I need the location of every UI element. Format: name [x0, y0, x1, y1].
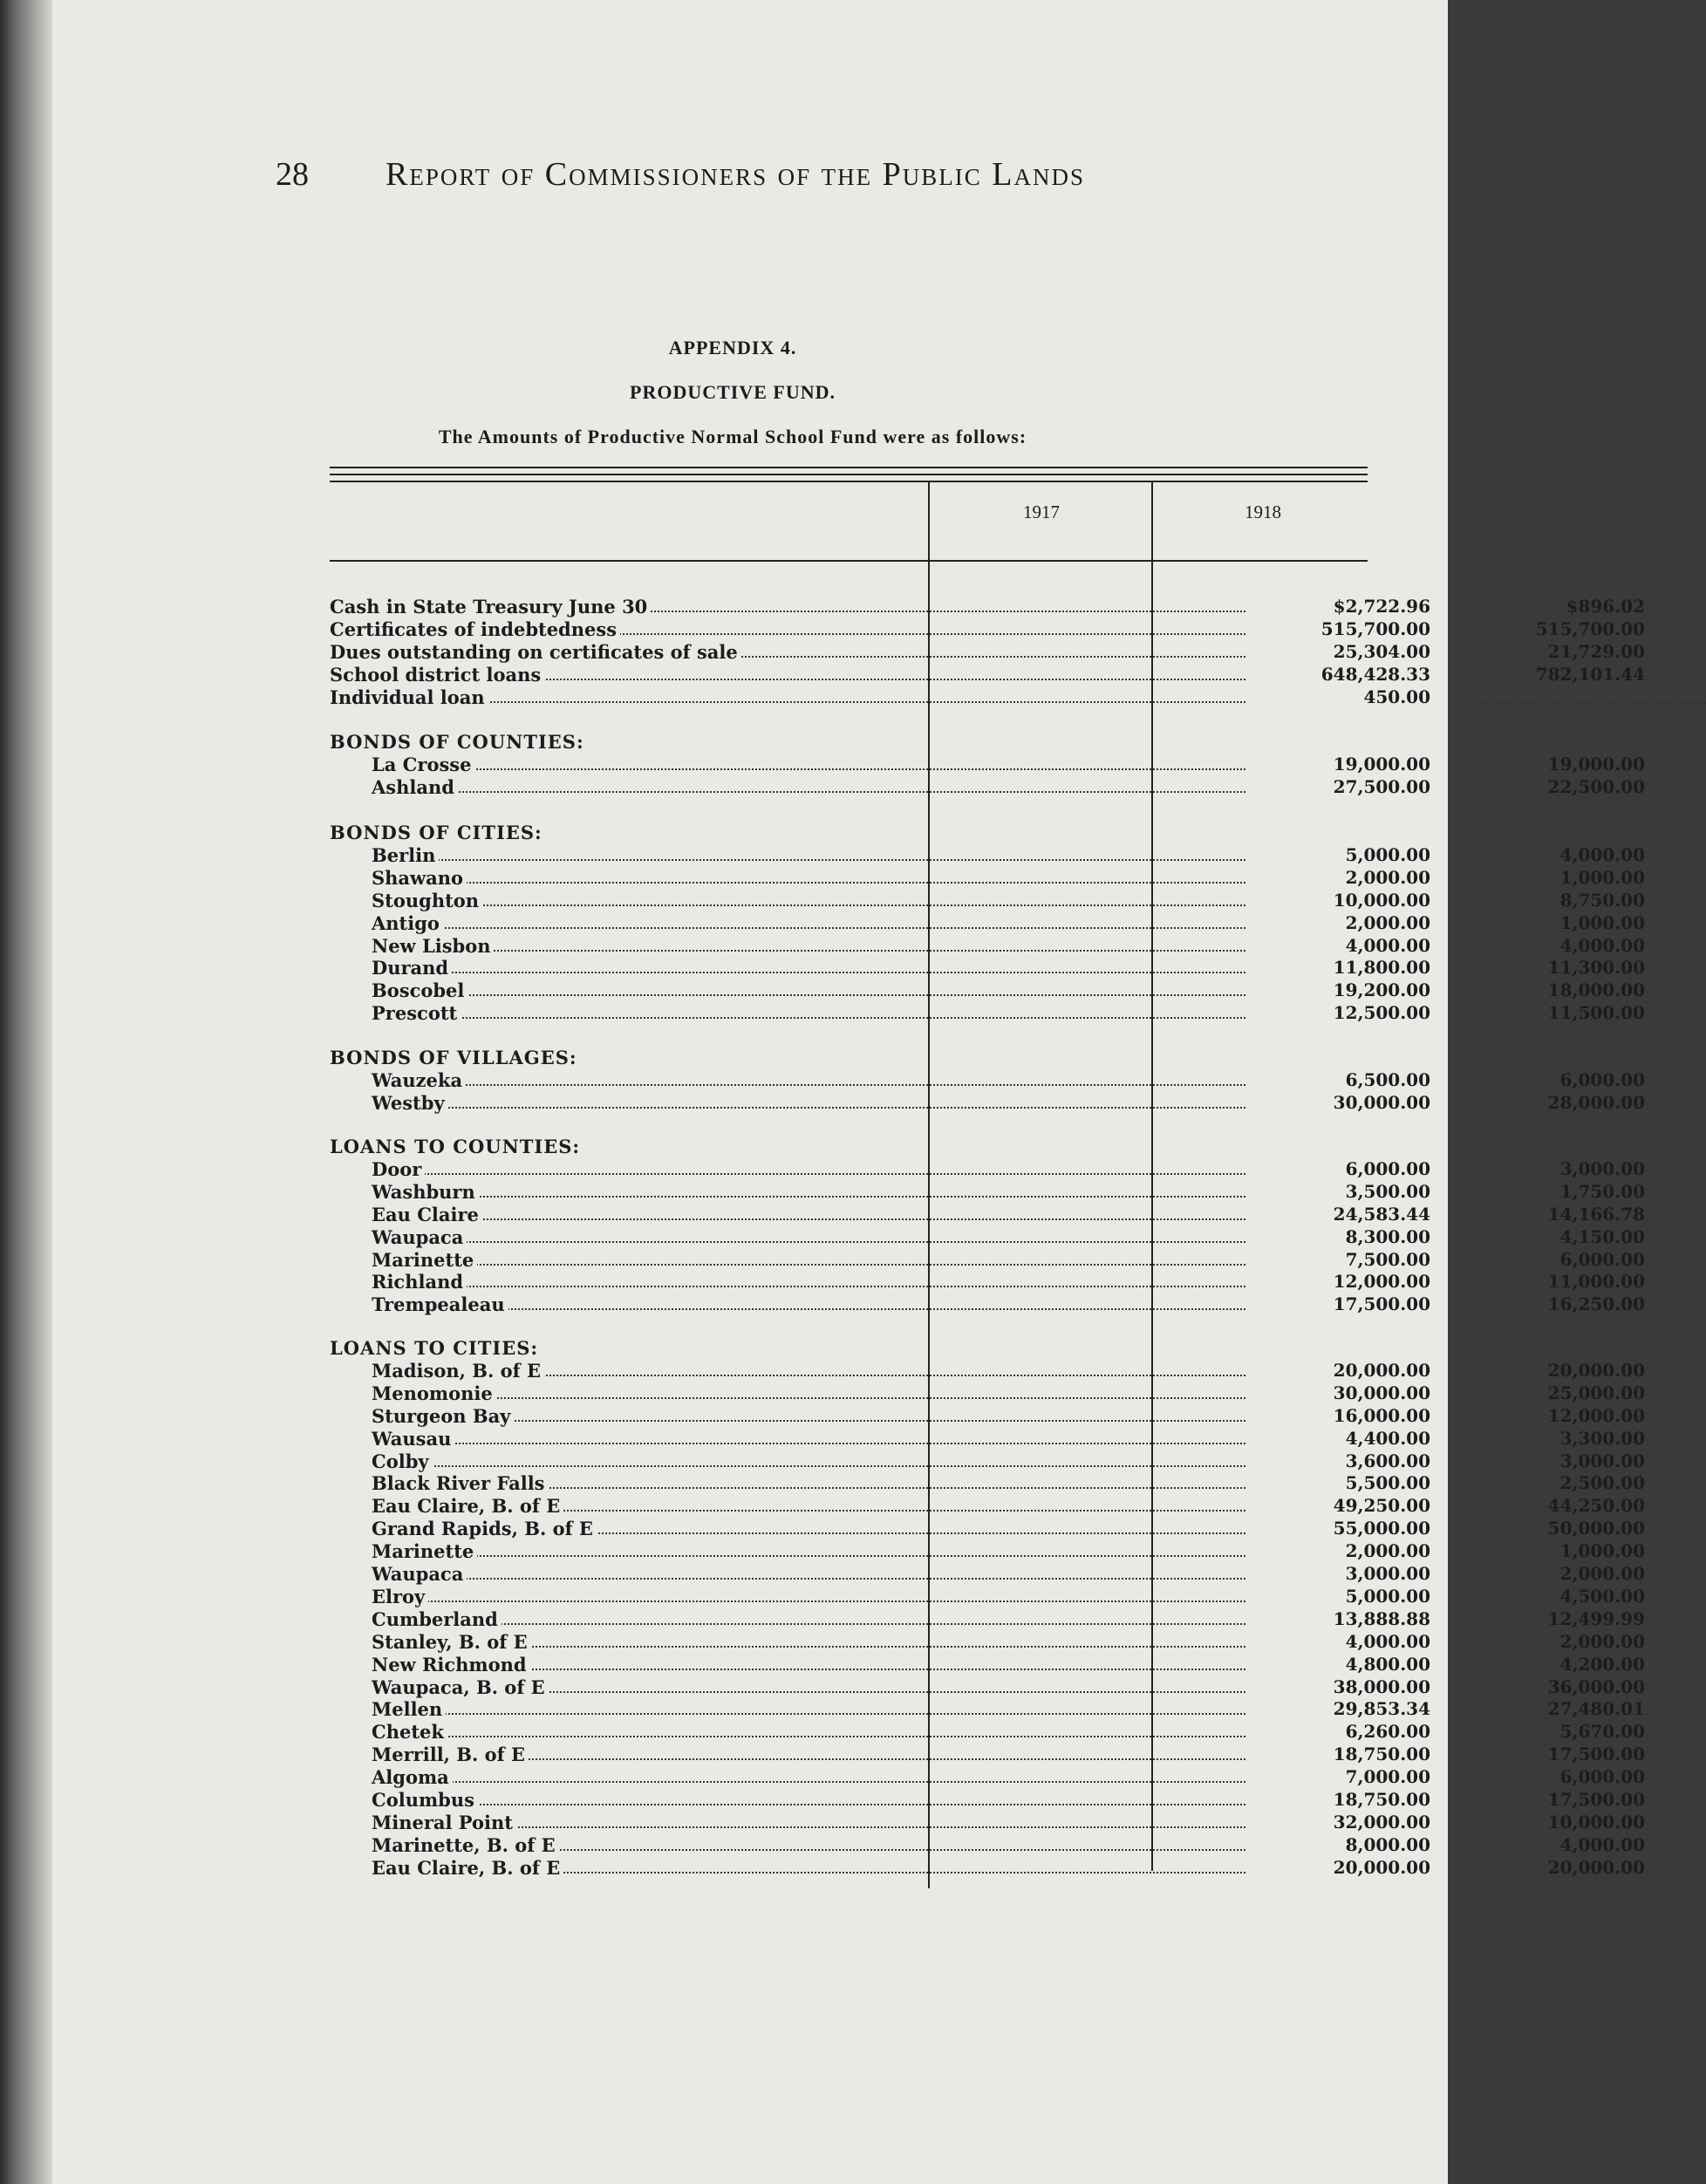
value-1918: $896.02: [1566, 596, 1645, 617]
row-label-text: Waupaca: [372, 1563, 467, 1585]
value-1918: 4,000.00: [1559, 1833, 1645, 1855]
value-1918: 782,101.44: [1535, 663, 1645, 685]
value-1917: 49,250.00: [1333, 1495, 1430, 1517]
value-1918: 6,000.00: [1559, 1766, 1645, 1788]
value-1918: 20,000.00: [1547, 1359, 1645, 1381]
row-label-text: Durand: [372, 957, 452, 979]
value-1917: 25,304.00: [1333, 640, 1430, 662]
table-row: [323, 640, 1645, 664]
row-label-text: Marinette: [372, 1249, 477, 1271]
table-row: [323, 1676, 1645, 1699]
running-title: Report of Commissioners of the Public Lands: [386, 156, 1085, 193]
value-1917: 19,000.00: [1333, 753, 1430, 775]
table-row: [323, 775, 1645, 799]
value-1917: 2,000.00: [1345, 866, 1430, 888]
table-row: [323, 889, 1645, 912]
value-1917: $2,722.96: [1333, 596, 1430, 617]
row-label-text: Waupaca: [372, 1226, 467, 1248]
table-row: [323, 1293, 1645, 1316]
row-label-text: Eau Claire, B. of E: [372, 1857, 563, 1879]
value-1917: 515,700.00: [1320, 618, 1430, 639]
value-1918: 5,670.00: [1559, 1721, 1645, 1743]
section-heading: BONDS OF VILLAGES:: [330, 1047, 577, 1068]
table-row: [323, 1091, 1645, 1115]
value-1918: 8,750.00: [1559, 889, 1645, 911]
table-row: [323, 934, 1645, 958]
value-1918: 3,000.00: [1559, 1157, 1645, 1179]
value-1917: 20,000.00: [1333, 1856, 1430, 1878]
value-1917: 5,000.00: [1345, 1585, 1430, 1607]
value-1918: 27,480.01: [1547, 1698, 1645, 1720]
value-1917: 18,750.00: [1333, 1789, 1430, 1810]
value-1917: 13,888.88: [1333, 1607, 1430, 1629]
page-edge: [0, 0, 52, 2184]
value-1918: 21,729.00: [1547, 640, 1645, 662]
value-1918: 4,000.00: [1559, 843, 1645, 865]
value-1918: 17,500.00: [1547, 1744, 1645, 1765]
table-row: [323, 1607, 1645, 1631]
row-label-text: Cumberland: [372, 1608, 502, 1630]
value-1918: 4,000.00: [1559, 934, 1645, 956]
value-1918: 2,000.00: [1559, 1563, 1645, 1584]
value-1917: 7,500.00: [1345, 1248, 1430, 1270]
value-1917: 6,500.00: [1345, 1068, 1430, 1090]
value-1917: 450.00: [1363, 686, 1430, 707]
value-1918: 10,000.00: [1547, 1811, 1645, 1833]
value-1917: 3,500.00: [1345, 1180, 1430, 1202]
value-1918: 36,000.00: [1547, 1676, 1645, 1697]
value-1918: 2,500.00: [1559, 1472, 1645, 1494]
value-1917: 20,000.00: [1333, 1359, 1430, 1381]
value-1917: 19,200.00: [1333, 979, 1430, 1001]
value-1918: 6,000.00: [1559, 1068, 1645, 1090]
table-row: [323, 957, 1645, 979]
table-row: [323, 753, 1645, 776]
row-label-text: Madison, B. of E: [372, 1360, 544, 1382]
row-label-text: Westby: [372, 1092, 448, 1114]
value-1917: 30,000.00: [1333, 1382, 1430, 1403]
row-label-text: Eau Claire: [372, 1204, 482, 1225]
page-header: [276, 155, 1270, 208]
table-row: [323, 1811, 1645, 1834]
table-row: [323, 1721, 1645, 1744]
row-label-text: Marinette, B. of E: [372, 1834, 559, 1856]
row-label-text: Trempealeau: [372, 1293, 508, 1315]
value-1918: 1,000.00: [1559, 1540, 1645, 1562]
table-row: [323, 1382, 1645, 1405]
table-row: [323, 1157, 1645, 1181]
value-1918: 2,000.00: [1559, 1630, 1645, 1652]
row-label-text: Wauzeka: [372, 1069, 466, 1091]
table-row: [323, 1068, 1645, 1092]
table-row: [323, 1856, 1645, 1880]
value-1918: 3,300.00: [1559, 1427, 1645, 1449]
value-1917: 2,000.00: [1345, 911, 1430, 933]
value-1918: 12,000.00: [1547, 1404, 1645, 1426]
value-1917: 55,000.00: [1333, 1518, 1430, 1539]
fund-title: PRODUCTIVE FUND.: [630, 381, 836, 403]
value-1917: 7,000.00: [1345, 1766, 1430, 1788]
value-1918: 1,000.00: [1559, 866, 1645, 888]
value-1917: 4,800.00: [1345, 1653, 1430, 1675]
table-row: [323, 596, 1645, 618]
value-1918: 6,000.00: [1559, 1248, 1645, 1270]
value-1917: 5,500.00: [1345, 1472, 1430, 1494]
table-row: [323, 1766, 1645, 1789]
table-row: [323, 911, 1645, 935]
value-1917: 24,583.44: [1333, 1203, 1430, 1225]
table-row: [323, 686, 1430, 709]
value-1917: 38,000.00: [1333, 1676, 1430, 1697]
row-label-text: Ashland: [372, 776, 458, 798]
row-label-text: New Lisbon: [372, 935, 494, 957]
row-label-text: Stoughton: [372, 890, 482, 911]
value-1918: 16,250.00: [1547, 1293, 1645, 1315]
table-row: [323, 1225, 1645, 1249]
value-1917: 4,000.00: [1345, 1630, 1430, 1652]
row-label-text: Dues outstanding on certificates of sale: [330, 641, 741, 663]
value-1917: 32,000.00: [1333, 1811, 1430, 1833]
value-1918-empty: [1479, 686, 1706, 704]
row-label-text: Shawano: [372, 867, 467, 889]
row-label-text: Certificates of indebtedness: [330, 618, 620, 640]
section-heading: LOANS TO COUNTIES:: [330, 1136, 581, 1157]
value-1918: 3,000.00: [1559, 1450, 1645, 1471]
value-1917: 27,500.00: [1333, 775, 1430, 797]
row-label-text: Cash in State Treasury June 30: [330, 596, 651, 618]
row-label-text: Eau Claire, B. of E: [372, 1495, 563, 1517]
value-1918: 4,500.00: [1559, 1585, 1645, 1607]
value-1918: 19,000.00: [1547, 753, 1645, 775]
table-row: [323, 618, 1645, 641]
table-row: [323, 1450, 1645, 1473]
row-label-text: La Crosse: [372, 754, 474, 775]
table-row: [323, 1472, 1645, 1495]
table-row: [323, 1563, 1645, 1586]
value-1918: 4,150.00: [1559, 1225, 1645, 1247]
value-1918: 11,300.00: [1547, 957, 1645, 979]
value-1917: 12,000.00: [1333, 1271, 1430, 1293]
table-row: [323, 1789, 1645, 1812]
table-row: [323, 1404, 1645, 1428]
table-row: [323, 843, 1645, 867]
table-top-rule: [330, 467, 1368, 468]
table-row: [323, 1744, 1645, 1766]
value-1918: 28,000.00: [1547, 1091, 1645, 1113]
value-1917: 3,000.00: [1345, 1563, 1430, 1584]
value-1917: 5,000.00: [1345, 843, 1430, 865]
row-label-text: Grand Rapids, B. of E: [372, 1518, 597, 1539]
value-1918: 11,000.00: [1547, 1271, 1645, 1293]
table-row: [323, 1833, 1645, 1857]
table-row: [323, 663, 1645, 686]
value-1917: 30,000.00: [1333, 1091, 1430, 1113]
row-label-text: Wausau: [372, 1428, 454, 1450]
table-row: [323, 1518, 1645, 1540]
section-heading: LOANS TO CITIES:: [330, 1337, 539, 1359]
value-1917: 6,000.00: [1345, 1157, 1430, 1179]
row-label-text: Door: [372, 1158, 425, 1180]
table-row: [323, 1427, 1645, 1450]
row-label-text: Colby: [372, 1450, 433, 1472]
row-label-text: Richland: [372, 1271, 467, 1293]
row-label-text: Boscobel: [372, 979, 467, 1001]
row-label-text: Berlin: [372, 844, 439, 866]
appendix-title: APPENDIX 4.: [668, 337, 797, 358]
table-top-rule-2: [330, 474, 1368, 475]
section-heading: BONDS OF COUNTIES:: [330, 731, 584, 753]
table-row: [323, 1248, 1645, 1272]
section-heading: BONDS OF CITIES:: [330, 822, 543, 843]
value-1917: 6,260.00: [1345, 1721, 1430, 1743]
table-row: [323, 1698, 1645, 1721]
value-1918: 12,499.99: [1547, 1607, 1645, 1629]
row-label-text: Waupaca, B. of E: [372, 1676, 549, 1698]
value-1918: 1,750.00: [1559, 1180, 1645, 1202]
row-label-text: Sturgeon Bay: [372, 1405, 514, 1427]
value-1917: 12,500.00: [1333, 1002, 1430, 1024]
table-row: [323, 1002, 1645, 1025]
value-1918: 22,500.00: [1547, 775, 1645, 797]
row-label-text: Algoma: [372, 1766, 453, 1788]
table-row: [323, 1180, 1645, 1204]
table-row: [323, 1203, 1645, 1226]
value-1917: 4,400.00: [1345, 1427, 1430, 1449]
row-label-text: New Richmond: [372, 1654, 530, 1676]
value-1918: 4,200.00: [1559, 1653, 1645, 1675]
table-row: [323, 866, 1645, 890]
value-1917: 16,000.00: [1333, 1404, 1430, 1426]
value-1918: 18,000.00: [1547, 979, 1645, 1001]
table-row: [323, 979, 1645, 1002]
row-label-text: School district loans: [330, 664, 544, 686]
table-row: [323, 1540, 1645, 1563]
value-1917: 17,500.00: [1333, 1293, 1430, 1315]
value-1918: 14,166.78: [1547, 1203, 1645, 1225]
row-label-text: Individual loan: [330, 686, 488, 708]
table-row: [323, 1359, 1645, 1382]
value-1917: 2,000.00: [1345, 1540, 1430, 1562]
row-label-text: Mineral Point: [372, 1812, 516, 1833]
row-label-text: Chetek: [372, 1721, 447, 1743]
row-label-text: Marinette: [372, 1540, 477, 1562]
row-label-text: Elroy: [372, 1586, 428, 1607]
value-1917: 3,600.00: [1345, 1450, 1430, 1471]
table-row: [323, 1630, 1645, 1654]
value-1918: 25,000.00: [1547, 1382, 1645, 1403]
value-1917: 29,853.34: [1333, 1698, 1430, 1720]
value-1918: 50,000.00: [1547, 1518, 1645, 1539]
row-label-text: Merrill, B. of E: [372, 1744, 529, 1765]
table-row: [323, 1585, 1645, 1608]
row-label-text: Columbus: [372, 1789, 478, 1811]
value-1918: 17,500.00: [1547, 1789, 1645, 1810]
value-1918: 44,250.00: [1547, 1495, 1645, 1517]
table-row: [323, 1495, 1645, 1518]
row-label-text: Menomonie: [372, 1382, 496, 1404]
value-1918: 11,500.00: [1547, 1002, 1645, 1024]
row-label-text: Antigo: [372, 912, 443, 934]
row-label-text: Stanley, B. of E: [372, 1631, 531, 1653]
value-1917: 8,300.00: [1345, 1225, 1430, 1247]
column-header-1918: 1918: [1245, 502, 1281, 522]
value-1917: 11,800.00: [1333, 957, 1430, 979]
table-header-rule: [330, 560, 1368, 562]
value-1917: 4,000.00: [1345, 934, 1430, 956]
table-top-rule-3: [330, 481, 1368, 482]
table-row: [323, 1653, 1645, 1676]
table-row: [323, 1271, 1645, 1293]
page-number: 28: [276, 156, 309, 193]
value-1918: 1,000.00: [1559, 911, 1645, 933]
column-header-1917: 1917: [1023, 502, 1060, 522]
value-1918: 20,000.00: [1547, 1856, 1645, 1878]
value-1918: 515,700.00: [1535, 618, 1645, 639]
row-label-text: Prescott: [372, 1002, 461, 1024]
value-1917: 648,428.33: [1320, 663, 1430, 685]
row-label-text: Mellen: [372, 1698, 446, 1720]
intro-text: The Amounts of Productive Normal School Fund were as follows:: [438, 426, 1027, 447]
value-1917: 10,000.00: [1333, 889, 1430, 911]
value-1917: 18,750.00: [1333, 1744, 1430, 1765]
row-label-text: Washburn: [372, 1181, 479, 1203]
value-1917: 8,000.00: [1345, 1833, 1430, 1855]
row-label-text: Black River Falls: [372, 1472, 549, 1494]
